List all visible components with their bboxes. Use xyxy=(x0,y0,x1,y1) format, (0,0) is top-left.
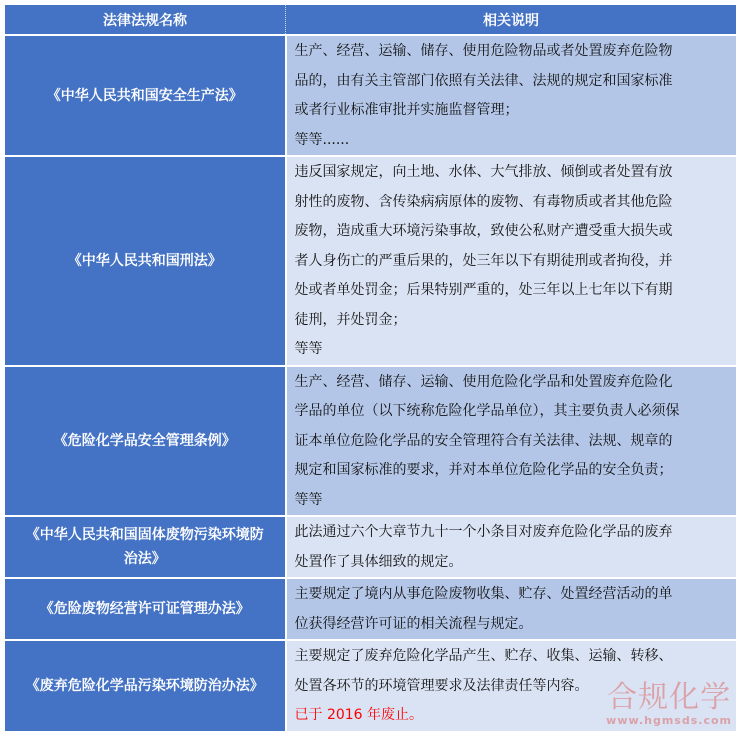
desc-line: 位获得经营许可证的相关流程与规定。 xyxy=(294,615,533,632)
desc-line: 徒刑，并处罚金； xyxy=(294,311,407,328)
regulations-table xyxy=(5,5,736,731)
desc-line: 处置作了具体细致的规定。 xyxy=(294,553,463,570)
name-line: 《中华人民共和国固体废物污染环境防 xyxy=(25,527,264,543)
watermark-url: www.hgmsds.com xyxy=(606,714,732,727)
desc-line: 等等...... xyxy=(294,131,350,148)
law-desc xyxy=(286,366,737,517)
desc-line: 处置各环节的环境管理要求及法律责任等内容。 xyxy=(294,677,589,694)
law-desc xyxy=(286,516,737,578)
law-desc xyxy=(286,35,737,156)
table-row xyxy=(5,366,736,517)
law-name xyxy=(5,516,286,578)
name-line: 治法》 xyxy=(123,551,166,567)
table-header xyxy=(5,5,736,35)
desc-line: 学品的单位（以下统称危险化学品单位），其主要负责人必须保 xyxy=(294,403,680,419)
table-row xyxy=(5,156,736,366)
header-desc: 相关说明 xyxy=(286,5,737,35)
desc-line: 主要规定了境内从事危险废物收集、贮存、处置经营活动的单 xyxy=(294,586,673,602)
desc-line: 射性的废物、含传染病病原体的废物、有毒物质或者其他危险 xyxy=(294,193,673,210)
header-name: 法律法规名称 xyxy=(5,5,286,35)
table-row xyxy=(5,35,736,156)
law-name: 《废弃危险化学品污染环境防治办法》 xyxy=(5,640,286,731)
watermark-logo xyxy=(606,682,732,727)
desc-line: 生产、经营、储存、运输、使用危险化学品和处置废弃危险化 xyxy=(294,373,673,390)
desc-line: 废物，造成重大环境污染事故，致使公私财产遭受重大损失或 xyxy=(294,223,673,239)
repeal-note: 已于 2016 年废止。 xyxy=(294,707,424,723)
desc-line: 或者行业标准审批并实施监督管理； xyxy=(294,102,519,118)
desc-line: 等等 xyxy=(294,341,323,357)
desc-line: 生产、经营、运输、储存、使用危险物品或者处置废弃危险物 xyxy=(294,43,673,59)
desc-line: 等等 xyxy=(294,491,323,508)
desc-line: 证本单位危险化学品的安全管理符合有关法律、法规、规章的 xyxy=(294,432,673,449)
desc-line: 违反国家规定，向土地、水体、大气排放、倾倒或者处置有放 xyxy=(294,164,673,180)
desc-line: 规定和国家标准的要求，并对本单位危险化学品的安全负责； xyxy=(294,462,673,478)
law-desc xyxy=(286,578,737,640)
desc-line: 者人身伤亡的严重后果的，处三年以下有期徒刑或者拘役，并 xyxy=(294,252,673,269)
desc-line: 品的，由有关主管部门依照有关法律、法规的规定和国家标准 xyxy=(294,72,673,89)
law-name: 《中华人民共和国安全生产法》 xyxy=(5,35,286,156)
watermark-brand: 合规化学 xyxy=(607,680,732,715)
table-row xyxy=(5,578,736,640)
law-desc xyxy=(286,156,737,366)
table-row xyxy=(5,516,736,578)
desc-line: 此法通过六个大章节九十一个小条目对废弃危险化学品的废弃 xyxy=(294,524,673,540)
desc-line: 处或者单处罚金；后果特别严重的，处三年以上七年以下有期 xyxy=(294,282,673,298)
desc-line: 主要规定了废弃危险化学品产生、贮存、收集、运输、转移、 xyxy=(294,648,673,664)
law-name: 《危险废物经营许可证管理办法》 xyxy=(5,578,286,640)
law-name: 《中华人民共和国刑法》 xyxy=(5,156,286,366)
law-name: 《危险化学品安全管理条例》 xyxy=(5,366,286,517)
